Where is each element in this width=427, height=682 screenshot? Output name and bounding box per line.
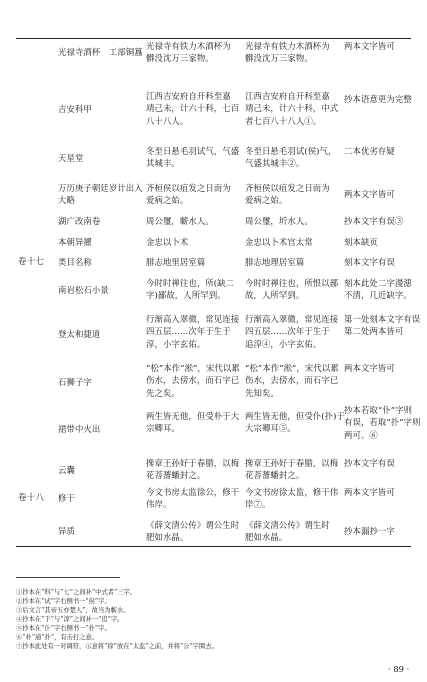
row-manuscript-text: 光禄寺有铁力木酒杯为 髒没沈万三家物。 <box>245 41 330 64</box>
row-manuscript-text: 《薛文清公传》谓生时 肥如水晶。 <box>245 520 330 543</box>
row-item: 裙带中火出 <box>58 424 101 434</box>
row-manuscript-text: 周公璽，圻水人。 <box>245 216 313 226</box>
row-print-text: 齐桓侯以疽发之日而为 爱病之始。 <box>146 183 231 206</box>
row-print-text: 《薛文清公传》谓公生时 肥如水晶。 <box>146 520 240 543</box>
row-manuscript-text: 两生皆无他，但受仆(扑)于 大宗卿耳⑤。 <box>245 411 345 434</box>
row-item: 天星堂 <box>58 153 84 163</box>
row-print-text: 今文书房太监徐公，修干 伟岸。 <box>146 487 240 510</box>
footnote: ⑤抄本在“仆”字右侧书一“扑”字。 <box>16 625 111 632</box>
row-note: 抄本若取“仆”字则 有误，若取“扑”字则 两可。⑥ <box>344 405 421 440</box>
row-print-text: 两生皆无他，但受朴于大 宗卿耳。 <box>146 411 240 434</box>
footnote: ③后文言“其帝五亦楚人”，故当为蘄水。 <box>16 607 130 614</box>
row-manuscript-text: 今时时禅往也，所恨以鄙 故，人所罕到。 <box>245 278 339 301</box>
row-print-text: 冬至日悬毛羽试气，气盛 其城丰。 <box>146 146 240 169</box>
row-item: 吉安科甲 <box>58 104 92 114</box>
row-item: 类目名称 <box>58 257 92 267</box>
row-manuscript-text: 今文书房徐太监，修干伟 岸⑦。 <box>245 487 339 510</box>
row-note: 刻本缺页 <box>344 237 378 247</box>
row-manuscript-text: “松”本作“淞”，宋代以累 伤水，去傍水，而石字已 先知矣。 <box>245 363 339 398</box>
footnote: ④抄本在“于”与“淳”之间补一“追”字。 <box>16 616 124 623</box>
row-item: 南岩松石小景 <box>58 285 109 295</box>
row-item: 石狮子字 <box>58 377 92 387</box>
footnote: ⑦抄本此处有一对调符，示意将“徐”放在“太监”之前，并将“公”字圈去。 <box>16 643 218 650</box>
table-bottom-rule <box>16 546 411 547</box>
row-print-text: 江西吉安府自开科至嘉 靖己未，计六十科，七百 八十八人。 <box>146 91 240 126</box>
row-item: 万历庚子朝廷岁计出入 大略 <box>58 183 143 206</box>
row-note: 两本文字皆可 <box>344 189 395 199</box>
footnote-separator <box>16 577 120 578</box>
row-note: 抄本漏抄一字 <box>344 526 395 536</box>
row-item: 本朝异擢 <box>58 237 92 247</box>
row-note: 刻本此处二字漫漶 不清，几近缺字。 <box>344 278 412 301</box>
row-item: 光禄寺酒杯 工部铜簋 <box>58 47 143 57</box>
row-print-text: 腓志地里居室篇 <box>146 257 206 267</box>
row-note: 两本文字皆可 <box>344 363 395 373</box>
row-note: 二本优劣存疑 <box>344 146 395 156</box>
row-manuscript-text: 冬至日悬毛羽试(侯)气， 气盛其城丰②。 <box>245 146 337 169</box>
row-item: 登太和捷道 <box>58 329 101 339</box>
footnote: ①抄本在“科”与“七”之间补“中式者”三字。 <box>16 589 137 596</box>
row-manuscript-text: 行渐高入翠微，常见连接 四五层……次年于生于 追淳④，小字玄佑。 <box>245 314 339 349</box>
row-item: 云囊 <box>58 465 75 475</box>
row-print-text: 行渐高入翠微，常见连接 四五层……次年于生于 淳，小字玄佑。 <box>146 314 240 349</box>
row-note: 两本文字皆可 <box>344 41 395 51</box>
row-manuscript-text: 金忠以卜术官太常 <box>245 237 313 247</box>
row-note: 第一处刻本文字有误 第二处两本皆可 <box>344 314 421 337</box>
volume-label: 卷十八 <box>18 493 45 503</box>
row-note: 抄本文字有误 <box>344 458 395 468</box>
comparison-table <box>16 38 421 547</box>
volume-label: 卷十七 <box>18 257 45 267</box>
footnote: ⑥“朴”通“扑”，有击打之意。 <box>16 634 99 641</box>
row-print-text: 周公璽，蘄水人。 <box>146 216 214 226</box>
row-manuscript-text: 搀章王孙好于春腊，以梅 花菩薔蟠封之。 <box>245 458 339 481</box>
table-top-rule <box>16 38 411 39</box>
row-note: 抄本文字有误③ <box>344 216 404 226</box>
row-print-text: 搀章王孙好于春腊，以梅 花菩薔蟠封之。 <box>146 458 240 481</box>
page-number: · 89 · <box>388 664 410 674</box>
row-print-text: 光禄寺有铁力木酒杯为 髒没沈万三家物。 <box>146 41 231 64</box>
footnote: ②抄本在“试”字右侧书一“侯”字。 <box>16 598 111 605</box>
row-manuscript-text: 江西吉安府自开科至嘉 靖己未，计六十科，中式 者七百八十八人①。 <box>245 91 339 126</box>
row-print-text: 金忠以卜术 <box>146 237 189 247</box>
row-manuscript-text: 齐桓侯以疽发之日而为 爱病之始。 <box>245 183 330 206</box>
row-print-text: “松”本作“淞”，宋代以累 伤水，去傍水，而石字已 先之矣。 <box>146 363 240 398</box>
row-item: 修干 <box>58 493 75 503</box>
row-item: 异质 <box>58 526 75 536</box>
row-print-text: 今时时禅往也，所(缺二 字)鄙故，人所罕到。 <box>146 278 235 301</box>
row-note: 刻本文字有误 <box>344 257 395 267</box>
row-note: 两本文字皆可 <box>344 487 395 497</box>
row-item: 湖广改南卷 <box>58 216 101 226</box>
row-note: 抄本语意更为完整 <box>344 94 412 104</box>
row-manuscript-text: 腓志地理居室篇 <box>245 257 305 267</box>
